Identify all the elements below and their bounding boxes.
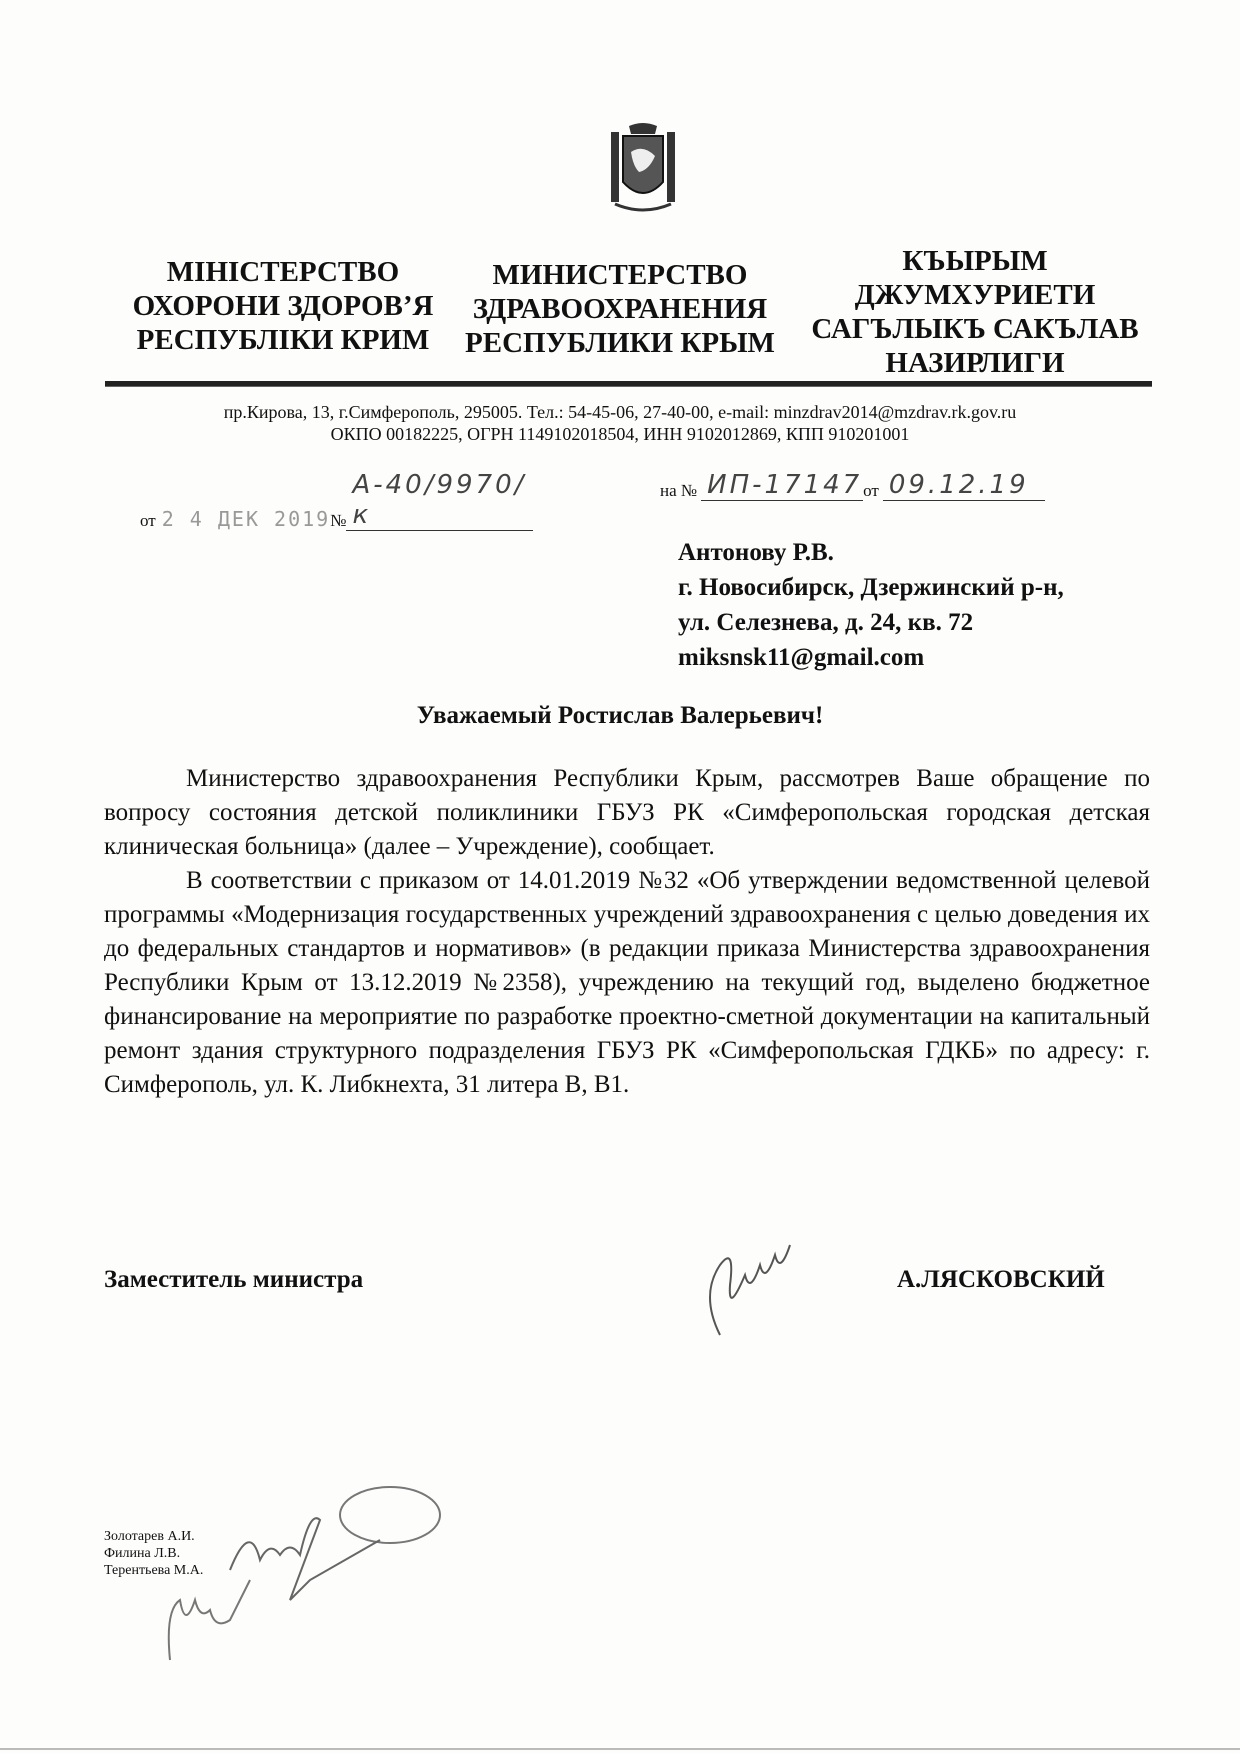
handwritten-signature (690, 1225, 820, 1345)
header-line: ЗДРАВООХРАНЕНИЯ (472, 293, 768, 325)
signatory-position: Заместитель министра (104, 1266, 364, 1293)
number-label: № (330, 511, 347, 530)
incoming-reference (660, 470, 1045, 501)
header-line: ДЖУМХУРИЕТИ (854, 279, 1096, 311)
letter-body (104, 762, 1150, 1102)
reply-from-label: от (863, 481, 879, 500)
reply-date: 09.12.19 (883, 470, 1045, 501)
outgoing-reference (140, 470, 533, 531)
executor-name: Филина Л.В. (104, 1546, 181, 1561)
header-line: МИНИСТЕРСТВО (492, 259, 748, 291)
recipient-address: г. Новосибирск, Дзержинский р-н, (678, 574, 1064, 601)
header-line: ОХОРОНИ ЗДОРОВ’Я (132, 290, 434, 322)
header-line: РЕСПУБЛИКИ КРЫМ (465, 327, 775, 359)
body-paragraph: Министерство здравоохранения Республики Крым, рассмотрев Ваше обращение по вопросу состояния детской поликлиники ГБУЗ РК «Симферопольская городская детская клиническая больница» (далее – Учреждение), сообщает. (104, 765, 1150, 860)
header-divider (105, 381, 1152, 387)
executor-name: Золотарев А.И. (104, 1529, 195, 1544)
reply-number: ИП-17147 (701, 470, 863, 501)
recipient-name: Антонову Р.В. (678, 539, 834, 566)
header-line: МІНІСТЕРСТВО (166, 256, 400, 288)
visa-signatures (160, 1470, 460, 1670)
header-line: САГЪЛЫКЪ САКЪЛАВ (811, 313, 1139, 345)
scan-edge (0, 1748, 1240, 1750)
header-ukrainian (118, 255, 448, 357)
registration-line: ОКПО 00182225, ОГРН 1149102018504, ИНН 9102012869, КПП 910201001 (330, 424, 910, 444)
coat-of-arms-emblem (609, 122, 677, 214)
header-crimean-tatar (800, 244, 1150, 380)
body-paragraph: В соответствии с приказом от 14.01.2019 №32 «Об утверждении ведомственной целевой программы «Модернизация государственных учреждений здравоохранения с целью доведения их до федеральных стандартов и нормативов» (в редакции приказа Министерства здравоохранения Республики Крым от 13.12.2019 №2358), учреждению на текущий год, выделено бюджетное финансирование на мероприятие по разработке проектно-сметной документации на капитальный ремонт здания структурного подразделения ГБУЗ РК «Симферопольская ГДКБ» по адресу: г. Симферополь, ул. К. Либкнехта, 31 литера В, В1. (104, 867, 1150, 1098)
outgoing-number: А-40/9970/к (346, 470, 533, 531)
header-russian (455, 258, 785, 360)
date-stamp: 2 4 ДЕК 2019 (161, 507, 331, 531)
signatory-name: А.ЛЯСКОВСКИЙ (897, 1266, 1105, 1293)
recipient-email: miksnsk11@gmail.com (678, 644, 925, 671)
greeting: Уважаемый Ростислав Валерьевич! (416, 702, 824, 729)
reply-label: на № (660, 481, 698, 500)
recipient-address: ул. Селезнева, д. 24, кв. 72 (678, 609, 974, 636)
header-line: КЪЫРЫМ (902, 245, 1048, 277)
address-line: пр.Кирова, 13, г.Симферополь, 295005. Тел.: 54-45-06, 27-40-00, e-mail: minzdrav2014@mzdrav.rk.gov.ru (223, 402, 1017, 422)
header-line: НАЗИРЛИГИ (885, 347, 1065, 379)
from-label: от (140, 511, 156, 530)
executor-name: Терентьева М.А. (104, 1563, 204, 1578)
recipient-block (678, 535, 1064, 675)
header-line: РЕСПУБЛІКИ КРИМ (136, 324, 430, 356)
